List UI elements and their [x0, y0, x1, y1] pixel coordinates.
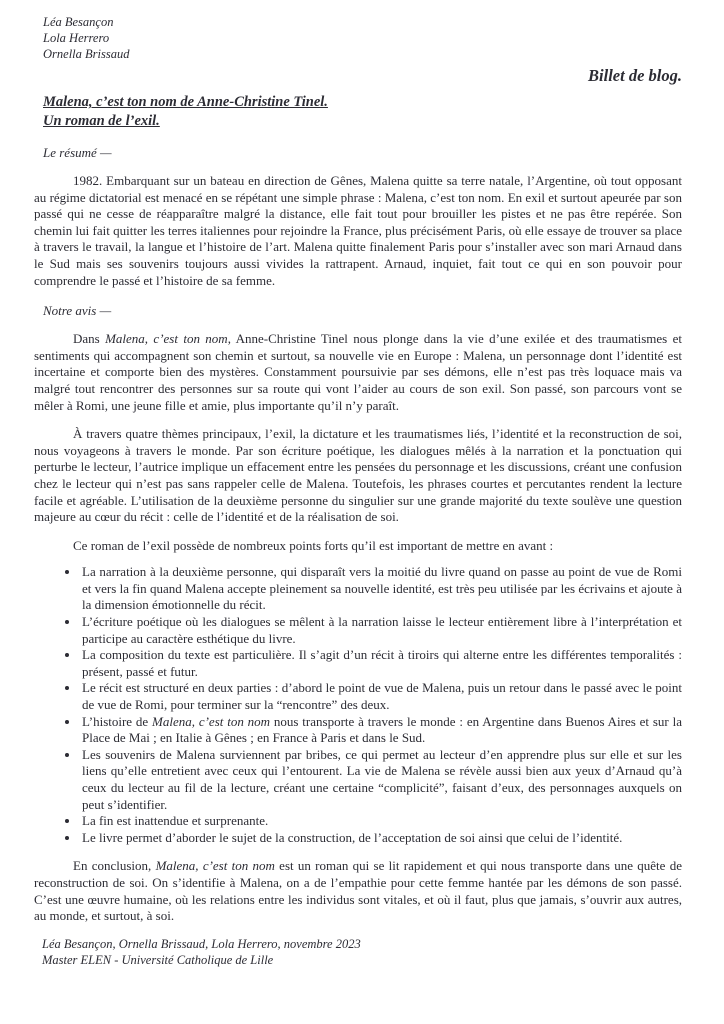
- bullet-item: [80, 747, 682, 813]
- text-run: Le livre permet d’aborder le sujet de la construction, de l’acceptation de soi ainsi que celui de l’identité.: [82, 829, 623, 845]
- author-name-2: Lola Herrero: [43, 31, 110, 45]
- text-run: Les souvenirs de Malena surviennent par bribes, ce qui permet au lecteur d’en apprendre plus sur elle et sur les liens qu’elle entretient avec ceux qui l’entourent. La vie de Malena se révèle aussi bien aux yeux d’Arnaud qu’à ceux du lecteur au fil de la lecture, créant une certaine “complicité”, faisant d’eux, des personnages auxquels on peut s’identifier.: [82, 746, 682, 812]
- doc-type-label: Billet de blog.: [588, 66, 682, 85]
- text-run: L’écriture poétique où les dialogues se mêlent à la narration laisse le lecteur entièrement libre à l’interprétation et participe au caractère esthétique du livre.: [82, 614, 682, 646]
- bullet-item: [80, 813, 682, 830]
- text-run: Ce roman de l’exil possède de nombreux points forts qu’il est important de mettre en avant :: [73, 537, 554, 553]
- title-line-1: Malena, c’est ton nom de Anne-Christine Tinel.: [43, 94, 328, 110]
- summary-paragraph: [34, 173, 682, 289]
- text-run: À travers quatre thèmes principaux, l’exil, la dictature et les traumatismes liés, l’identité et la reconstruction de soi, nous voyageons à travers le monde. Par son écriture poétique, les dialogues mêlés à la narration et la ponctuation qui perturbe le lecteur, l’autrice implique un effacement entre les pensées du personnage et les discussions, créant une confusion chez le lecteur qui n’est pas sans rappeler celle de Malena. Toutefois, les phrases courtes et percutantes rendent la lecture facile et agréable. L’utilisation de la deuxième personne du singulier sur une grande majorité du texte soulève une question majeure au cœur du récit : celle de l’identité et de la réalisation de soi.: [34, 426, 682, 525]
- title-line-2: Un roman de l’exil.: [43, 113, 160, 129]
- bullet-item: [80, 714, 682, 747]
- bullet-item: [80, 830, 682, 847]
- text-run: La composition du texte est particulière. Il s’agit d’un récit à tiroirs qui alterne entre les différentes temporalités : présent, passé et futur.: [82, 647, 682, 679]
- text-run: L’histoire de: [82, 713, 153, 729]
- bullet-item: [80, 647, 682, 680]
- author-name-1: Léa Besançon: [43, 15, 114, 29]
- bullet-item: [80, 614, 682, 647]
- conclusion-paragraph: [34, 858, 682, 924]
- text-run: La narration à la deuxième personne, qui disparaît vers la moitié du livre quand on passe au point de vue de Romi et vers la fin quand Malena accepte pleinement sa nouvelle identité, est très peu utilisée par les écrivains et ajoute à la dimension émotionnelle du récit.: [82, 564, 682, 613]
- footer-authors-date: Léa Besançon, Ornella Brissaud, Lola Herrero, novembre 2023: [42, 936, 361, 951]
- text-run: Le récit est structuré en deux parties : d’abord le point de vue de Malena, puis un retour dans le passé avec le point de vue de Romi, pour terminer sur la “rencontre” des deux.: [82, 680, 682, 713]
- document-footer: [42, 936, 682, 968]
- review-paragraph-2: [34, 426, 682, 526]
- text-run: La fin est inattendue et surprenante.: [82, 813, 269, 829]
- text-run: nous transporte à travers le monde : en Argentine dans Buenos Aires et sur la Place de Mai ; en Italie à Gênes ; en France à Paris et dans le Sud.: [82, 713, 682, 746]
- text-run: En conclusion,: [73, 858, 156, 874]
- review-paragraph-1: [34, 331, 682, 414]
- summary-heading: Le résumé —: [43, 145, 112, 160]
- book-title-inline: Malena, c’est ton nom: [155, 858, 275, 874]
- text-run: 1982. Embarquant sur un bateau en direction de Gênes, Malena quitte sa terre natale, l’Argentine, où tout opposant au régime dictatorial est menacé en se répétant une simple phrase : Malena, c’est ton nom. En exil et surtout apeurée par son passé qui ne cesse de réapparaître malgré la distance, elle fait tout pour brouiller les pistes et ne pas être repérée. Son chemin lui fait quitter les terres italiennes pour rejoindre la France, plus précisément Paris, où elle essaye de trouver sa place à travers le travail, la langue et l’histoire de l’art. Malena quitte finalement Paris pour s’installer avec son mari Arnaud dans le Sud mais ses souvenirs toujours aussi vivides la rattrapent. Arnaud, inquiet, fait tout ce qui en son pouvoir pour comprendre le passé et l’histoire de sa femme.: [34, 173, 682, 288]
- document-title: [43, 93, 682, 131]
- text-run: est un roman qui se lit rapidement et qui nous transporte dans une quête de reconstruction de soi. On s’identifie à Malena, on a de l’empathie pour cette femme hantée par les démons de son passé. C’est une œuvre humaine, où les relations entre les individus sont vitales, et où il faut, plus que jamais, s’ouvrir aux autres, au monde, et surtout, à soi.: [34, 858, 682, 924]
- book-title-inline: Malena, c’est ton nom: [152, 713, 271, 729]
- text-run: Dans: [73, 331, 106, 347]
- bullet-item: [80, 564, 682, 614]
- strengths-intro: [34, 538, 682, 555]
- strengths-list: [34, 564, 682, 846]
- text-run: , Anne-Christine Tinel nous plonge dans la vie d’une exilée et des traumatismes et sentiments qui accompagnent son chemin et surtout, sa nouvelle vie en Europe : Malena, un personnage dont l’identité est incertaine et comporte bien des mystères. Constamment poursuivie par ses démons, elle n’est pas très loquace mais va malgré tout rencontrer des personnes sur sa route qui vont l’aider au cours de son exil. Son passé, son parcours vont se mêler à Romi, une jeune fille et amie, plus importante qu’il n’y paraît.: [34, 331, 682, 413]
- author-list: [43, 14, 682, 62]
- footer-institution: Master ELEN - Université Catholique de Lille: [42, 952, 274, 967]
- author-name-3: Ornella Brissaud: [43, 47, 130, 61]
- book-title-inline: Malena, c’est ton nom: [105, 331, 228, 347]
- review-heading: Notre avis —: [43, 303, 112, 319]
- bullet-item: [80, 680, 682, 713]
